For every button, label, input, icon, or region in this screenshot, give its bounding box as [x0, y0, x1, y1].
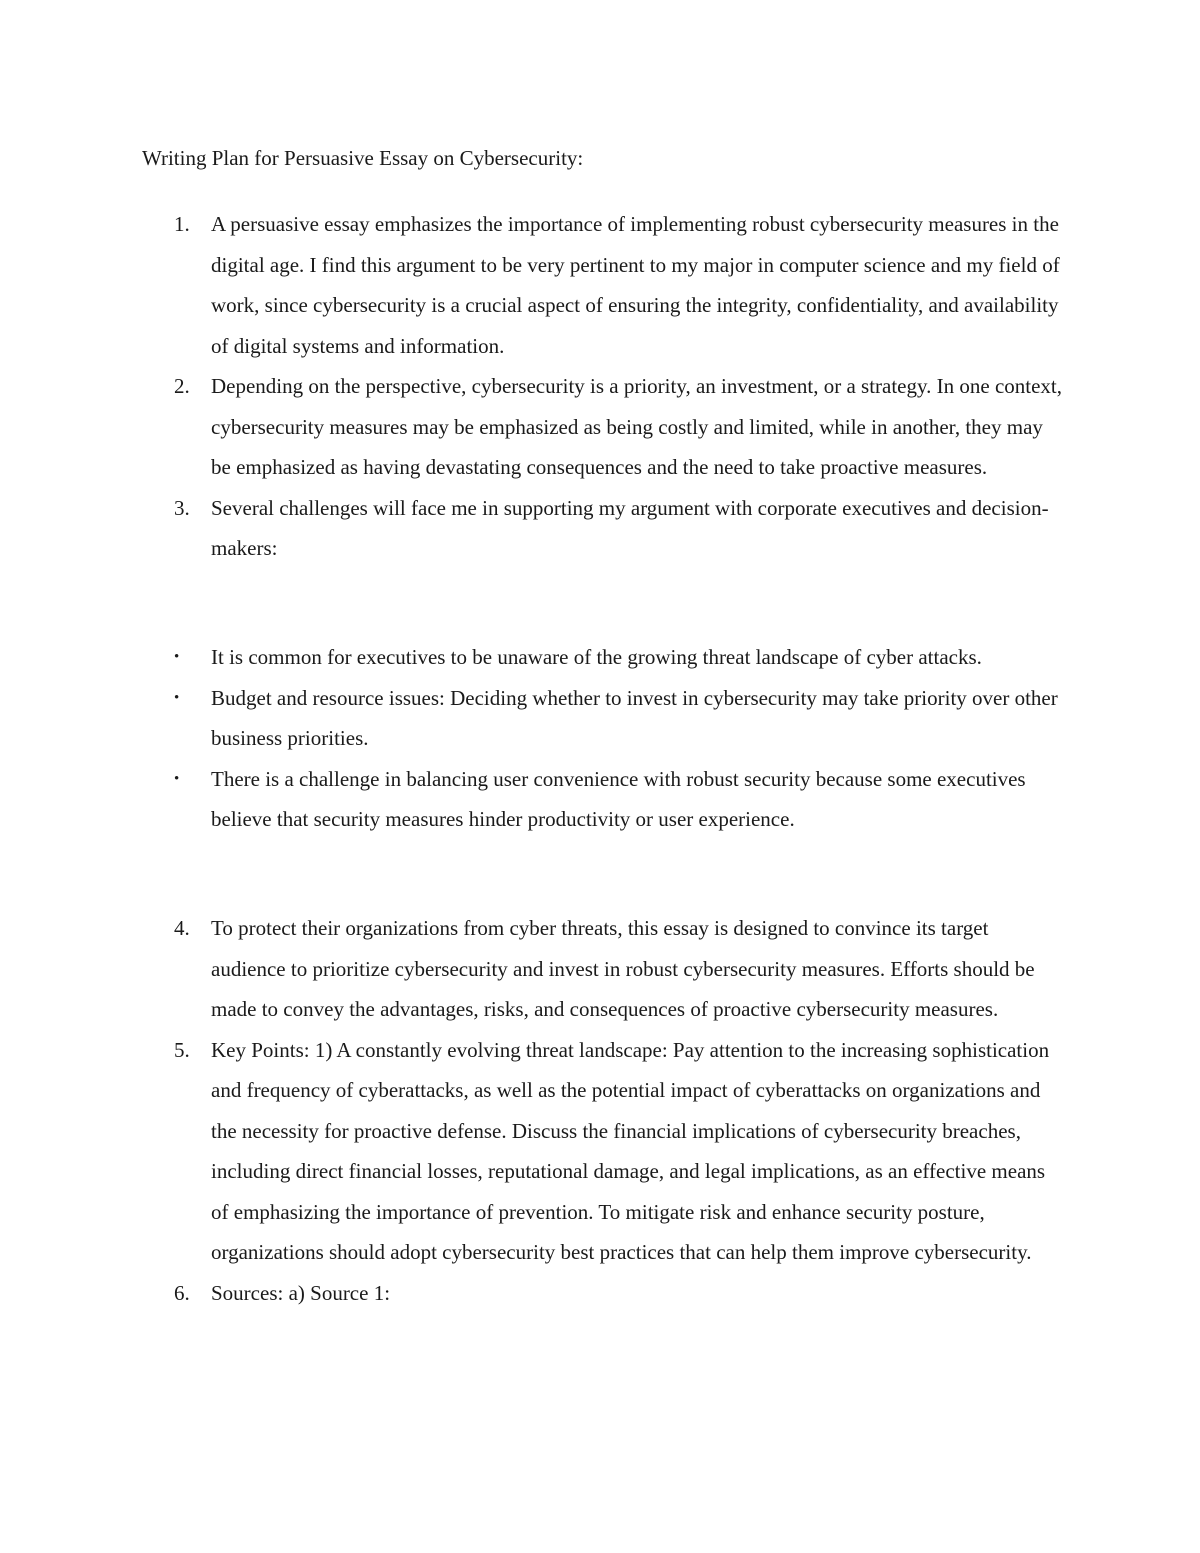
list-number: 1.: [174, 212, 190, 236]
item-text: Depending on the perspective, cybersecurity is a priority, an investment, or a strategy. In one context, cybersecurity measures may be emphasized as being costly and limited, while in another, they may be emphasized as having devastating consequences and the need to take proactive measures.: [211, 374, 1063, 479]
document-title: Writing Plan for Persuasive Essay on Cybersecurity:: [142, 146, 584, 170]
numbered-item: [142, 488, 1067, 569]
bullet-icon: •: [174, 649, 180, 665]
bullet-item: [142, 678, 1067, 759]
numbered-item: [142, 204, 1067, 366]
numbered-item: [142, 908, 1067, 1030]
item-text: Budget and resource issues: Deciding whether to invest in cybersecurity may take priority over other business priorities.: [211, 685, 1058, 750]
item-text: A persuasive essay emphasizes the importance of implementing robust cybersecurity measures in the digital age. I find this argument to be very pertinent to my major in computer science and my field of work, since cybersecurity is a crucial aspect of ensuring the integrity, confidentiality, and availability of digital systems and information.: [211, 212, 1060, 358]
list-number: 6.: [174, 1280, 190, 1305]
numbered-item: [142, 1030, 1067, 1273]
bullet-list: [142, 637, 1067, 840]
list-number: 5.: [174, 1037, 190, 1062]
bullet-item: [142, 759, 1067, 840]
numbered-item: [142, 366, 1067, 488]
bullet-icon: •: [174, 689, 180, 706]
list-number: 4.: [174, 916, 190, 940]
numbered-list-part1: [142, 204, 1067, 569]
list-number: 3.: [174, 495, 190, 520]
bullet-item: [142, 637, 1067, 678]
list-number: 2.: [174, 374, 190, 398]
numbered-item: [142, 1273, 1067, 1314]
item-text: It is common for executives to be unaware of the growing threat landscape of cyber attacks.: [211, 645, 982, 669]
item-text: To protect their organizations from cyber threats, this essay is designed to convince its target audience to prioritize cybersecurity and invest in robust cybersecurity measures. Efforts should be made to convey the advantages, risks, and consequences of proactive cybersecurity measures.: [211, 916, 1035, 1021]
numbered-list-part2: [142, 908, 1067, 1313]
item-text: Key Points: 1) A constantly evolving threat landscape: Pay attention to the increasing sophistication and frequency of cyberattacks, as well as the potential impact of cyberattacks on organizations and the necessity for proactive defense. Discuss the financial implications of cybersecurity breaches, including direct financial losses, reputational damage, and legal implications, as an effective means of emphasizing the importance of prevention. To mitigate risk and enhance security posture, organizations should adopt cybersecurity best practices that can help them improve cybersecurity.: [211, 1037, 1050, 1264]
item-text: Sources: a) Source 1:: [211, 1280, 391, 1305]
item-text: There is a challenge in balancing user convenience with robust security because some executives believe that security measures hinder productivity or user experience.: [211, 766, 1026, 831]
item-text: Several challenges will face me in supporting my argument with corporate executives and decision-makers:: [211, 495, 1049, 560]
bullet-icon: •: [174, 770, 180, 787]
